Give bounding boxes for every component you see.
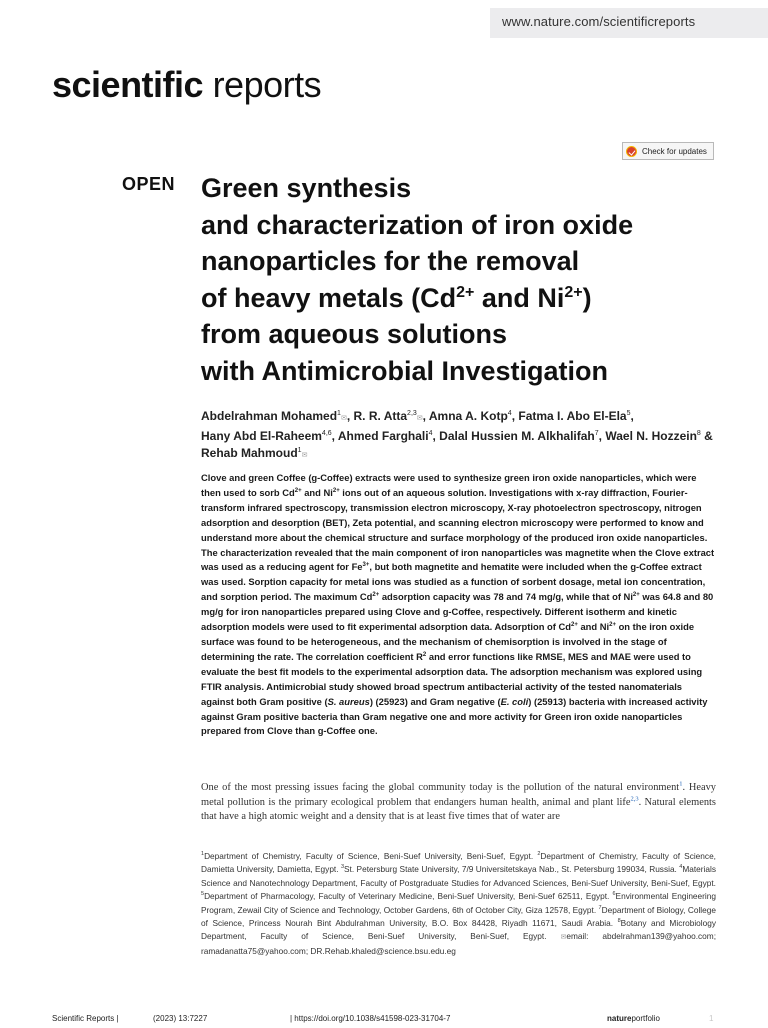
check-for-updates-button[interactable] xyxy=(622,142,714,160)
author-affiliation-sup: 1 xyxy=(337,410,341,417)
page-footer xyxy=(0,1014,768,1028)
title-line: Green synthesis xyxy=(201,173,412,203)
check-updates-icon xyxy=(626,146,637,157)
footer-citation: (2023) 13:7227 xyxy=(153,1014,208,1023)
abstract: Clove and green Coffee (g-Coffee) extracts were used to synthesize green iron oxide nanoparticles, which were then used to sorb $Cd^{2+}$ and $Ni^{2+}$ ions out of an aqueous solution. Investigations with x-ray diffraction, Fourier-transform infrared spectroscopy, transmission electron microscopy, X-ray photoelectron spectroscopy, nitrogen adsorption and desorption (BET), Zeta potential, and scanning electron microscopy were performed to know and understand more about the chemical structure and surface morphology of the produced iron oxide nanoparticles. The characterization revealed that the main component of iron nanoparticles was magnetite when the Clove extract was used as a reducing agent for $Fe^{3+}$, but both magnetite and hematite were included when the g-Coffee extract was used. Sorption capacity for metal ions was studied as a function of sorbent dosage, metal ion concentration, and sorption period. The maximum $Cd^{2+}$ adsorption capacity was 78 and 74 mg/g, while that of $Ni^{2+}$ was 64.8 and 80 mg/g for iron nanoparticles prepared using Clove and g-Coffee, respectively. Different isotherm and kinetic adsorption models were used to fit experimental adsorption data. Adsorption of $Cd^{2+}$ and $Ni^{2+}$ on the iron oxide surface was found to be heterogeneous, and the mechanism of chemisorption is involved in the stage of determining the rate. The correlation coefficient $R^2$ and error functions like RMSE, MES and MAE were used to evaluate the best fit models to the experimental adsorption data. The adsorption mechanism was explored using FTIR analysis. Antimicrobial study showed broad spectrum antibacterial activity of the tested nanomaterials against both Gram positive (S. aureus) (25923) and Gram negative (E. coli) (25913) bacteria with increased activity against Gram positive bacteria than Gram negative one and more activity for Green iron oxide nanoparticles prepared from Clove than g-Coffee one. xyxy=(201,472,715,737)
footer-doi-link[interactable]: | https://doi.org/10.1038/s41598-023-31704-7 xyxy=(290,1014,451,1023)
publisher-logo: natureportfolio xyxy=(607,1014,660,1023)
journal-url-link[interactable]: www.nature.com/scientificreports xyxy=(502,14,696,29)
open-access-label: OPEN xyxy=(122,174,176,194)
author-affiliation-sup: 2,3 xyxy=(407,410,417,417)
journal-logo-regular: reports xyxy=(203,64,322,105)
author-name[interactable]: Wael N. Hozzein xyxy=(605,428,697,443)
journal-logo-bold: scientific xyxy=(52,64,204,105)
check-updates-label: Check for updates xyxy=(642,146,707,156)
author-name[interactable]: R. R. Atta xyxy=(353,409,408,423)
author-name[interactable]: Amna A. Kotp xyxy=(428,409,508,423)
page-number: 1 xyxy=(709,1014,714,1023)
mail-icon[interactable]: ✉ xyxy=(301,452,308,459)
title-superscript: 2+ xyxy=(456,283,475,301)
title-line: with Antimicrobial Investigation xyxy=(201,355,609,386)
author-affiliation-sup: 7 xyxy=(594,429,599,437)
author-affiliation-sup: 4 xyxy=(428,429,433,437)
author-name[interactable]: Rehab Mahmoud xyxy=(201,446,298,460)
author-name[interactable]: Abdelrahman Mohamed xyxy=(201,409,338,423)
email-addresses[interactable]: abdelrahman139@yahoo.com; ramadanatta75@yahoo.com; DR.Rehab.khaled@science.bsu.edu.eg xyxy=(201,931,716,956)
title-line: nanoparticles for the removal xyxy=(201,246,580,276)
author-affiliation-sup: 5 xyxy=(626,410,631,417)
mail-icon[interactable]: ✉ xyxy=(340,415,347,422)
journal-logo xyxy=(52,64,321,106)
reference-link[interactable]: 1 xyxy=(679,780,683,788)
article-title xyxy=(201,170,721,389)
title-line: from aqueous solutions xyxy=(201,319,508,349)
title-line: and characterization of iron oxide xyxy=(201,209,634,240)
journal-url-bar xyxy=(490,8,768,38)
mail-icon: ✉ xyxy=(560,934,567,942)
title-line: and Ni xyxy=(474,282,565,313)
introduction-paragraph: One of the most pressing issues facing the global community today is the pollution of the natural environment$^1$. Heavy metal pollution is the primary ecological problem that endangers human health, animal and plant life$^{2,3}$. Natural elements that have a high atomic weight and a density that is at least five times that of water are xyxy=(201,780,716,823)
title-line: of heavy metals (Cd xyxy=(201,282,457,313)
title-line: ) xyxy=(582,282,592,313)
author-name[interactable]: Dalal Hussien M. Alkhalifah xyxy=(439,428,595,443)
author-affiliation-sup: 1 xyxy=(297,447,302,454)
author-list: Abdelrahman Mohamed$^1$✉, R. R. Atta$^{2,3}$✉, Amna A. Kotp$^4$, Fatma I. Abo El-Ela$^5$, Hany Abd El-Raheem$^{4,6}$, Ahmed Farghali$^4$, Dalal Hussien M. Alkhalifah$^7$, Wael N. Hozzein$^8$ & Rehab Mahmoud$^1$✉ xyxy=(201,409,713,460)
author-affiliation-sup: 4,6 xyxy=(321,429,332,437)
author-name[interactable]: Fatma I. Abo El-Ela xyxy=(518,409,627,423)
mail-icon[interactable]: ✉ xyxy=(416,415,423,422)
author-name[interactable]: Hany Abd El-Raheem xyxy=(201,428,322,443)
author-affiliation-sup: 8 xyxy=(696,429,701,437)
email-label: email: xyxy=(566,931,589,942)
author-affiliation-sup: 4 xyxy=(507,410,512,417)
footer-journal: Scientific Reports | xyxy=(52,1014,119,1023)
affiliations: $^1$Department of Chemistry, Faculty of Science, Beni-Suef University, Beni-Suef, Egypt. $^2$Department of Chemistry, Faculty of Science, Damietta University, Damietta, Egypt. $^3$St. Petersburg State University, 7/9 Universitetskaya Nab., St. Petersburg 199034, Russia. $^4$Materials Science and Nanotechnology Department, Faculty of Postgraduate Studies for Advanced Sciences, Beni-Suef University, Beni-Suef, Egypt. $^5$Department of Pharmacology, Faculty of Veterinary Medicine, Beni-Suef University, Beni-Suef 62511, Egypt. $^6$Environmental Engineering Program, Zewail City of Science and Technology, October Gardens, 6th of October City, Giza 12578, Egypt. $^7$Department of Biology, College of Science, Princess Nourah Bint Abdulrahman University, B.O. Box 84428, Riyadh 11671, Saudi Arabia. $^8$Botany and Microbiology Department, Faculty of Science, Beni-Suef University, Beni-Suef, Egypt. ✉email: abdelrahman139@yahoo.com; ramadanatta75@yahoo.com; DR.Rehab.khaled@science.bsu.edu.eg xyxy=(201,851,717,956)
title-superscript: 2+ xyxy=(564,283,583,301)
reference-link[interactable]: 2,3 xyxy=(630,795,639,803)
author-name[interactable]: Ahmed Farghali xyxy=(337,428,429,443)
